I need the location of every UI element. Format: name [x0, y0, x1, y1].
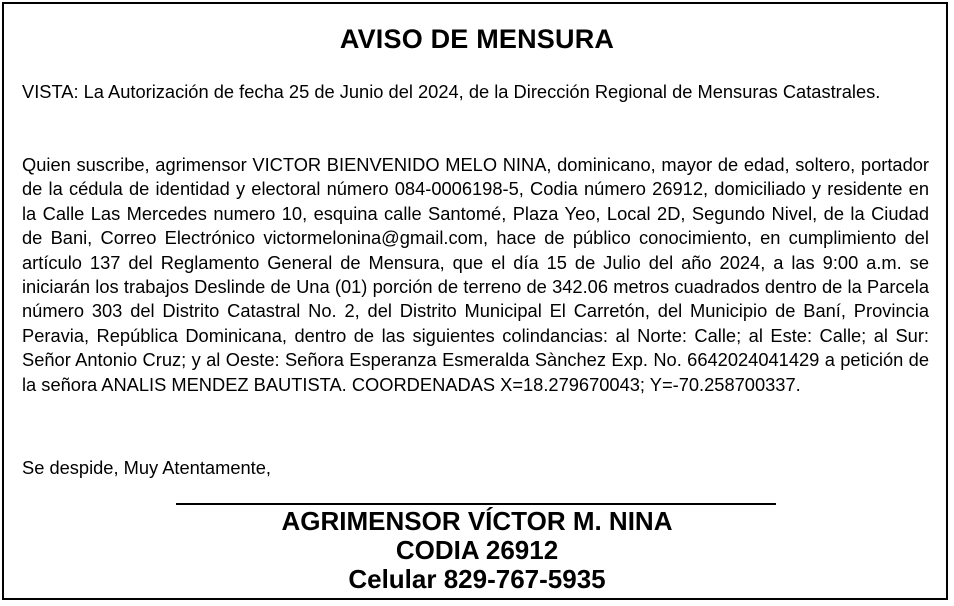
notice-frame: [2, 2, 948, 600]
body-paragraph: Quien suscribe, agrimensor VICTOR BIENVENIDO MELO NINA, dominicano, mayor de edad, soltero, portador de la cédula de identidad y electoral número 084-0006198-5, Codia número 26912, domiciliado y residente en la Calle Las Mercedes numero 10, esquina calle Santomé, Plaza Yeo, Local 2D, Segundo Nivel, de la Ciudad de Bani, Correo Electrónico victormelonina@gmail.com, hace de público conocimiento, en cumplimiento del artículo 137 del Reglamento General de Mensura, que el día 15 de Julio del año 2024, a las 9:00 a.m. se iniciarán los trabajos Deslinde de Una (01) porción de terreno de 342.06 metros cuadrados dentro de la Parcela número 303 del Distrito Catastral No. 2, del Distrito Municipal El Carretón, del Municipio de Baní, Provincia Peravia, República Dominicana, dentro de las siguientes colindancias: al Norte: Calle; al Este: Calle; al Sur: Señor Antonio Cruz; y al Oeste: Señora Esperanza Esmeralda Sànchez Exp. No. 6642024041429 a petición de la señora ANALIS MENDEZ BAUTISTA. COORDENADAS X=18.279670043; Y=-70.258700337.: [22, 154, 929, 395]
signature-line: [176, 503, 776, 505]
vista-paragraph: VISTA: La Autorización de fecha 25 de Junio del 2024, de la Dirección Regional de Mensuras Catastrales.: [22, 81, 881, 102]
closing-line: Se despide, Muy Atentamente,: [22, 457, 271, 478]
signature-name: AGRIMENSOR VÍCTOR M. NINA: [281, 506, 673, 536]
signature-codia: CODIA 26912: [395, 535, 559, 565]
signature-phone: Celular 829-767-5935: [348, 564, 606, 594]
notice-title: AVISO DE MENSURA: [339, 24, 615, 54]
